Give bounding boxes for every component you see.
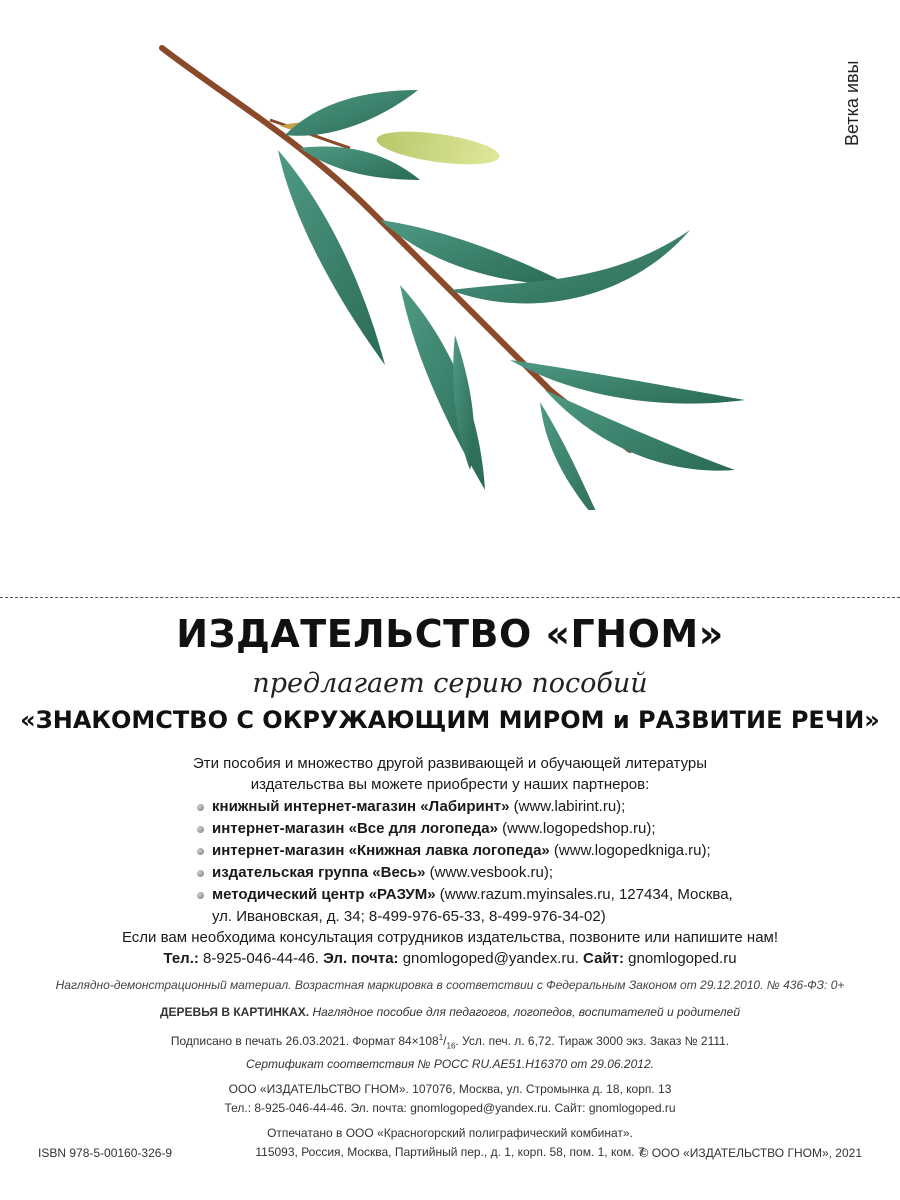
printed-by: Отпечатано в ООО «Красногорский полиграфический комбинат».	[267, 1126, 633, 1141]
isbn: ISBN 978-5-00160-326-9	[38, 1146, 173, 1160]
publisher-address: ООО «ИЗДАТЕЛЬСТВО ГНОМ». 107076, Москва, ул. Стромынка д. 18, корп. 13	[228, 1082, 672, 1097]
contact-line	[80, 948, 820, 969]
list-item	[196, 862, 796, 884]
cut-line	[0, 597, 900, 598]
offers-line: предлагает серию пособий	[252, 668, 648, 699]
willow-branch-illustration	[150, 30, 760, 510]
printer-address: 115093, Россия, Москва, Партийный пер., д. 1, корп. 58, пом. 1, ком. 7	[255, 1145, 645, 1160]
imprint-block	[150, 1003, 750, 1162]
partner-name: интернет-магазин «Все для логопеда»	[212, 820, 498, 837]
book-subtitle: Наглядное пособие для педагогов, логопедов, воспитателей и родителей	[309, 1005, 741, 1019]
email-value: gnomlogoped@yandex.ru.	[398, 950, 584, 967]
format-numerator: 1	[438, 1033, 444, 1042]
partner-detail-2: ул. Ивановская, д. 34; 8-499-976-65-33, 8-499-976-34-02)	[212, 908, 606, 925]
print-details-rest: . Усл. печ. л. 6,72. Тираж 3000 экз. Заказ № 2111.	[455, 1034, 730, 1048]
print-details: Подписано в печать 26.03.2021. Формат $84\times 108^1/_{16}$. Усл. печ. л. 6,72. Тираж 3000 экз. Заказ № 2111.	[170, 1033, 730, 1051]
publisher-title: ИЗДАТЕЛЬСТВО «ГНОМ»	[176, 612, 724, 656]
publisher-contacts: Тел.: 8-925-046-44-46. Эл. почта: gnomlogoped@yandex.ru. Сайт: gnomlogoped.ru	[224, 1101, 676, 1116]
partner-detail: (www.vesbook.ru);	[425, 864, 554, 881]
partner-detail: (www.labirint.ru);	[509, 798, 626, 815]
certificate	[150, 1055, 750, 1074]
list-item	[196, 818, 796, 840]
site-value: gnomlogoped.ru	[623, 950, 737, 967]
format-denominator: 16	[446, 1041, 456, 1051]
partners-intro	[150, 753, 750, 795]
tel-label: Тел.:	[163, 950, 199, 967]
series-title: «ЗНАКОМСТВО С ОКРУЖАЮЩИМ МИРОМ и РАЗВИТИЕ РЕЧИ»	[20, 706, 880, 734]
partner-name: интернет-магазин «Книжная лавка логопеда»	[212, 842, 550, 859]
partner-detail: (www.logopedshop.ru);	[497, 820, 656, 837]
partner-name: методический центр «РАЗУМ»	[212, 886, 436, 903]
list-item	[196, 840, 796, 862]
intro-line-2: издательства вы можете приобрести у наших партнеров:	[250, 776, 650, 793]
illustration-caption: Ветка ивы	[842, 60, 862, 146]
imprint-title-line	[150, 1003, 750, 1022]
signed-text: Подписано в печать 26.03.2021. Формат 84×108	[170, 1034, 439, 1048]
certificate-text: Сертификат соответствия № РОСС RU.AE51.H16370 от 29.06.2012.	[246, 1057, 654, 1072]
partner-name: книжный интернет-магазин «Лабиринт»	[212, 798, 510, 815]
list-item	[196, 884, 796, 928]
partner-detail: (www.razum.myinsales.ru, 127434, Москва,	[435, 886, 733, 903]
email-label: Эл. почта:	[323, 950, 399, 967]
partner-detail: (www.logopedkniga.ru);	[549, 842, 711, 859]
site-label: Сайт:	[583, 950, 624, 967]
legal-note: Наглядно-демонстрационный материал. Возрастная маркировка в соответствии с Федеральным Законом от 29.12.2010. № 436-ФЗ: 0+	[55, 978, 845, 992]
intro-line-1: Эти пособия и множество другой развивающей и обучающей литературы	[192, 755, 708, 772]
tel-value: 8-925-046-44-46.	[198, 950, 324, 967]
book-title: ДЕРЕВЬЯ В КАРТИНКАХ.	[159, 1005, 310, 1019]
partners-list	[196, 796, 796, 928]
partner-name: издательская группа «Весь»	[212, 864, 426, 881]
list-item	[196, 796, 796, 818]
consultation-block	[80, 927, 820, 969]
consult-line: Если вам необходима консультация сотрудников издательства, позвоните или напишите нам!	[121, 929, 779, 946]
copyright: © ООО «ИЗДАТЕЛЬСТВО ГНОМ», 2021	[639, 1146, 862, 1160]
